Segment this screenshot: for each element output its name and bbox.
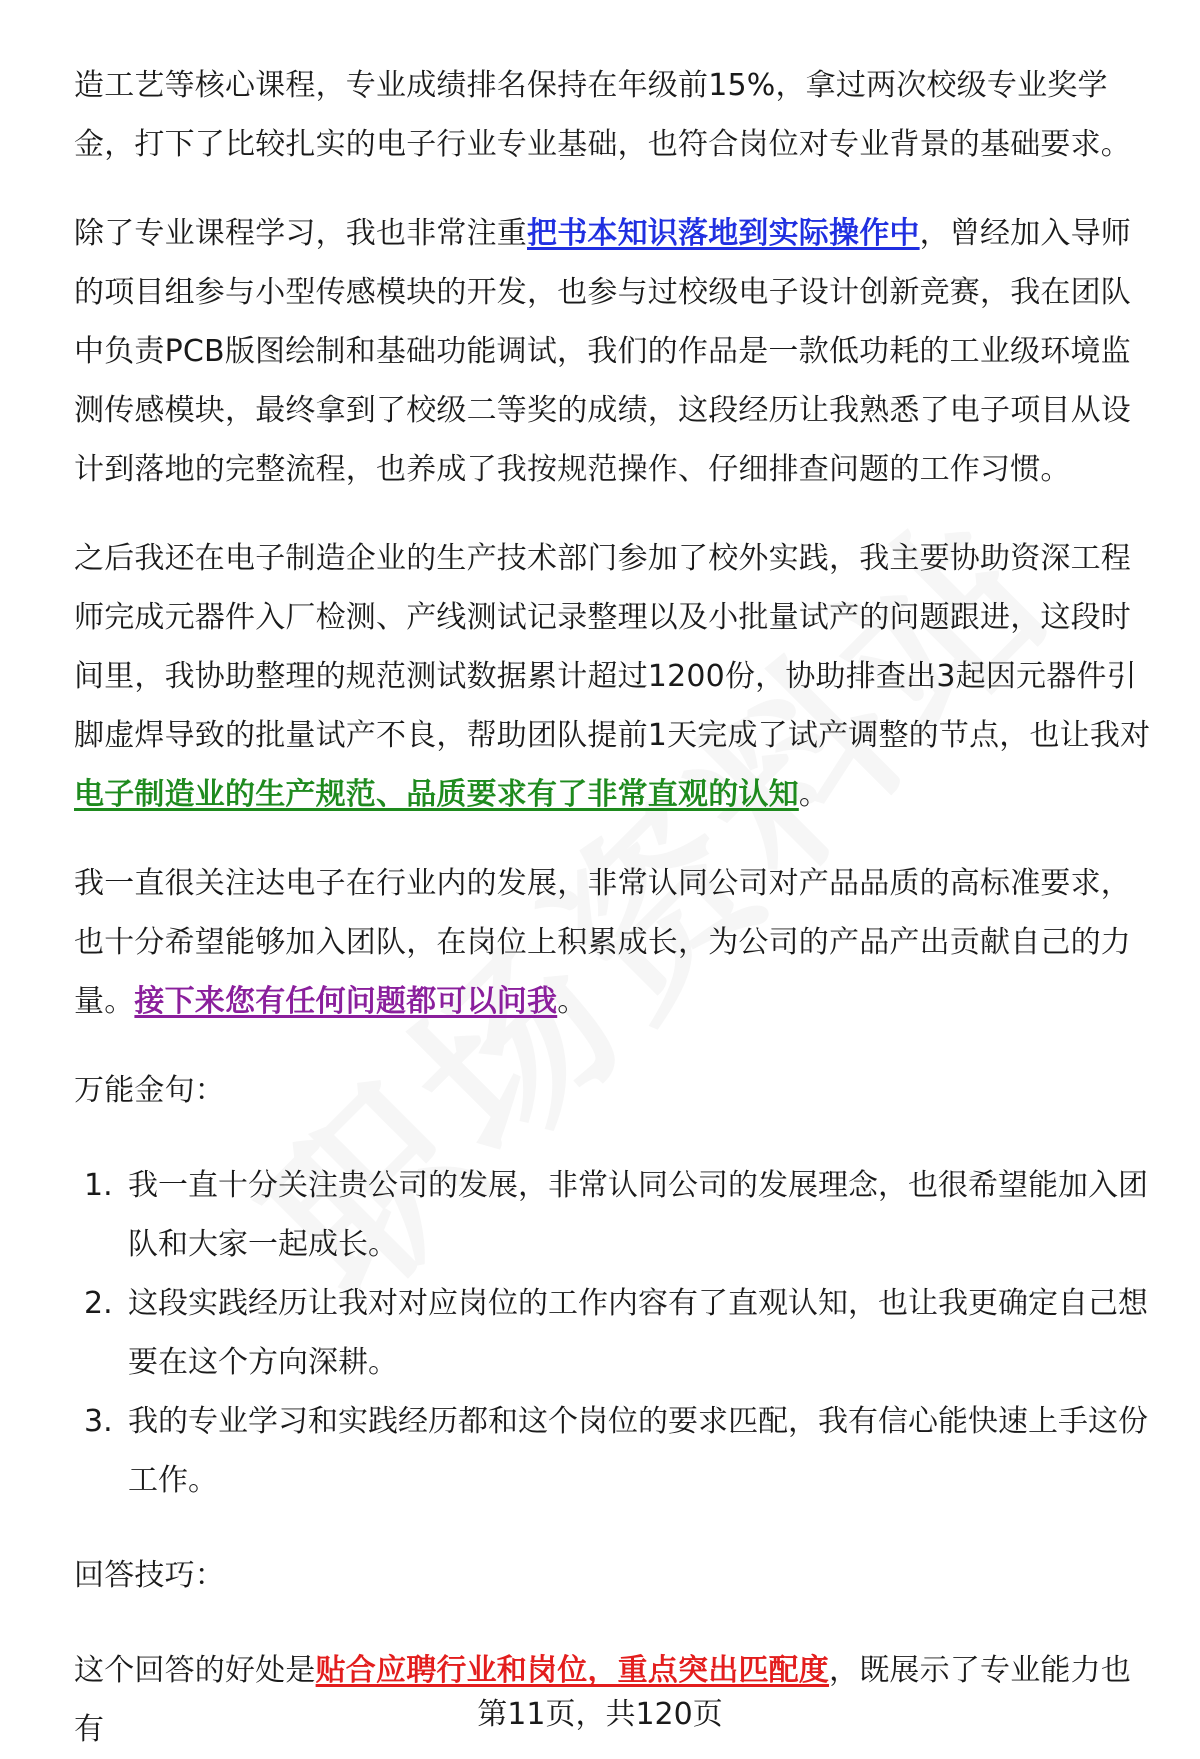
paragraph-closing bbox=[74, 854, 1154, 1031]
page-number: 第11页，共120页 bbox=[477, 1697, 723, 1732]
paragraph-text-before: 这个回答的好处是 bbox=[74, 1653, 316, 1688]
paragraph-text: 造工艺等核心课程，专业成绩排名保持在年级前15%，拿过两次校级专业奖学金，打下了比较扎实的电子行业专业基础，也符合岗位对专业背景的基础要求。 bbox=[74, 68, 1131, 162]
paragraph-text-before: 除了专业课程学习，我也非常注重 bbox=[74, 216, 527, 251]
paragraph-text-after: 。 bbox=[798, 777, 830, 812]
list-number: 1. bbox=[84, 1168, 113, 1203]
list-item-text: 这段实践经历让我对对应岗位的工作内容有了直观认知，也让我更确定自己想要在这个方向深耕。 bbox=[128, 1286, 1148, 1380]
document-body bbox=[74, 56, 1154, 1759]
list-item bbox=[74, 1156, 1154, 1274]
paragraph-internship bbox=[74, 529, 1154, 824]
paragraph-project-experience bbox=[74, 204, 1154, 499]
list-number: 3. bbox=[84, 1404, 113, 1439]
list-item-text: 我的专业学习和实践经历都和这个岗位的要求匹配，我有信心能快速上手这份工作。 bbox=[128, 1404, 1148, 1498]
golden-sentences-label: 万能金句： bbox=[74, 1073, 225, 1108]
highlight-match: 贴合应聘行业和岗位，重点突出匹配度 bbox=[315, 1653, 830, 1688]
highlight-cognition: 电子制造业的生产规范、品质要求有了非常直观的认知 bbox=[74, 777, 799, 812]
paragraph-education bbox=[74, 56, 1154, 174]
paragraph-text-before: 之后我还在电子制造企业的生产技术部门参加了校外实践，我主要协助资深工程师完成元器件入厂检测、产线测试记录整理以及小批量试产的问题跟进，这段时间里，我协助整理的规范测试数据累计超过1200份，协助排查出3起因元器件引脚虚焊导致的批量试产不良，帮助团队提前1天完成了试产调整的节点，也让我对 bbox=[74, 541, 1151, 753]
answer-tips-label: 回答技巧： bbox=[74, 1558, 225, 1593]
golden-sentences-list bbox=[74, 1156, 1154, 1510]
highlight-practice: 把书本知识落地到实际操作中 bbox=[527, 216, 920, 251]
paragraph-text-after: 。 bbox=[557, 984, 588, 1019]
list-item bbox=[74, 1392, 1154, 1510]
paragraph-text-after: ，曾经加入导师的项目组参与小型传感模块的开发，也参与过校级电子设计创新竞赛，我在团队中负责PCB版图绘制和基础功能调试，我们的作品是一款低功耗的工业级环境监测传感模块，最终拿到了校级二等奖的成绩，这段经历让我熟悉了电子项目从设计到落地的完整流程，也养成了我按规范操作、仔细排查问题的工作习惯。 bbox=[74, 216, 1132, 487]
paragraph-text-before: 我一直很关注达电子在行业内的发展，非常认同公司对产品品质的高标准要求，也十分希望能够加入团队，在岗位上积累成长，为公司的产品产出贡献自己的力量。 bbox=[74, 866, 1131, 1019]
list-item bbox=[74, 1274, 1154, 1392]
list-number: 2. bbox=[84, 1286, 113, 1321]
list-item-text: 我一直十分关注贵公司的发展，非常认同公司的发展理念，也很希望能加入团队和大家一起成长。 bbox=[128, 1168, 1148, 1262]
highlight-invite-questions: 接下来您有任何问题都可以问我 bbox=[134, 984, 558, 1019]
paragraph-text-after: ，既展示了专业能力也有 bbox=[74, 1653, 1132, 1747]
